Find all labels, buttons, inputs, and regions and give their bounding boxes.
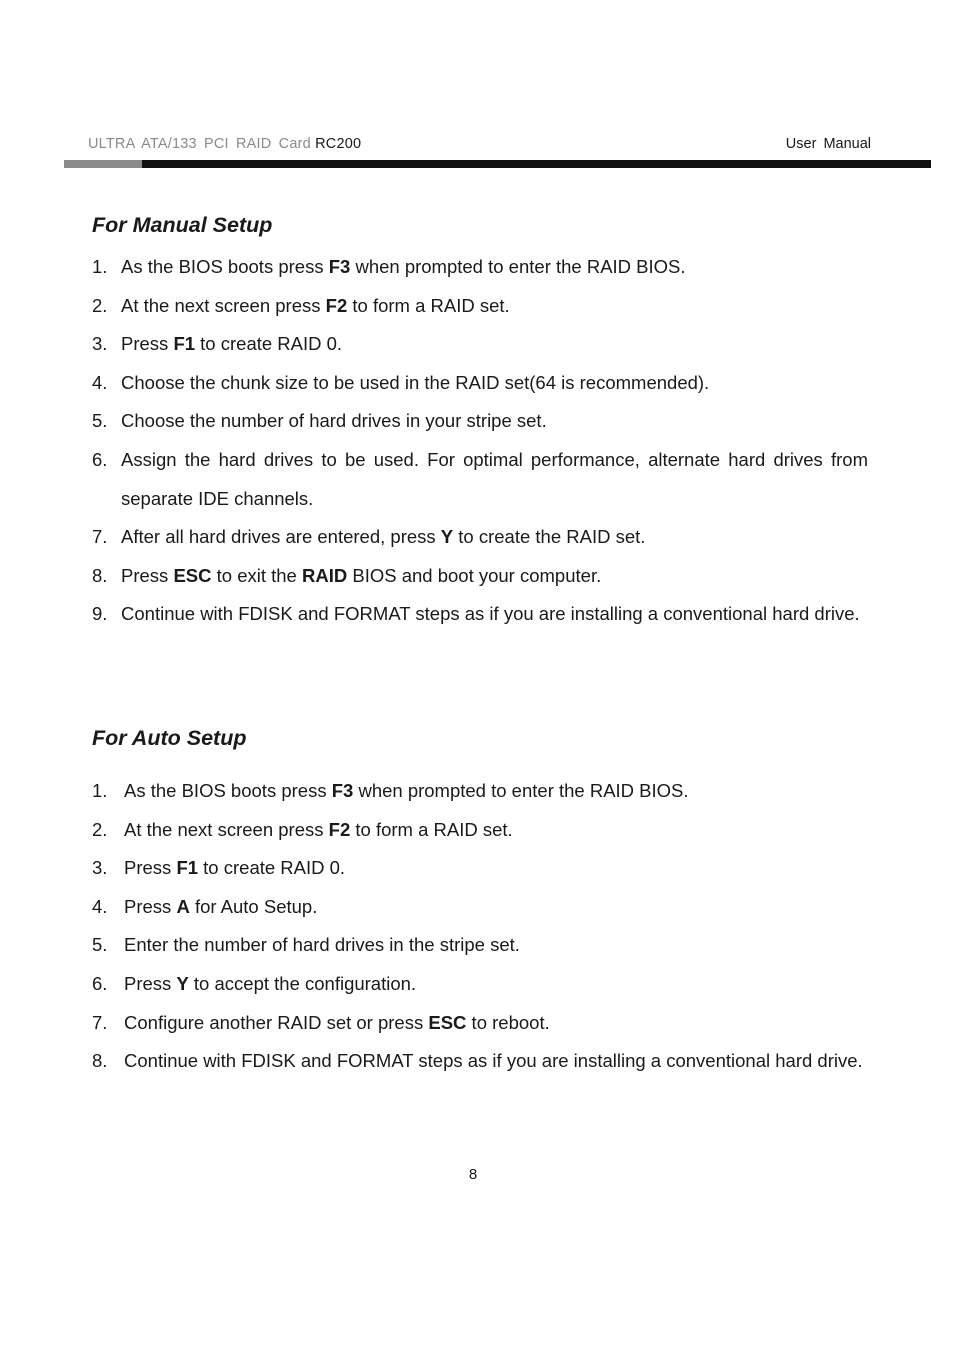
step-text-part: Continue with FDISK and FORMAT steps as if you are installing a conventional hard drive. [121,603,860,625]
step-text-part: to form a RAID set. [350,818,513,840]
key-name: RAID [301,564,348,586]
header-model: RC200 [315,136,362,152]
step-number: 1. [92,780,108,801]
step-number: 4. [92,371,108,393]
step-text [124,1042,868,1081]
step-number: 8. [92,564,108,586]
step-text-part: to reboot. [466,1011,550,1033]
step-text-part: Enter the number of hard drives in the stripe set. [124,934,520,956]
step-number: 7. [92,1011,108,1033]
step-text [124,772,868,811]
list-item [92,287,868,326]
key-name: F1 [173,333,196,355]
step-text-part: At the next screen press [121,294,326,316]
step-text-part: Press [124,857,177,879]
list-item [92,965,868,1004]
step-text [124,1004,868,1043]
list-item [92,325,868,364]
step-text-part: Press [121,333,174,355]
step-text-part: Press [121,564,174,586]
header-rule-grey [64,160,142,168]
step-number: 9. [92,603,108,625]
step-text-part: to create RAID 0. [195,333,343,355]
list-item [92,888,868,927]
list-item [92,1004,868,1043]
key-name: Y [440,526,454,548]
section-title-auto-setup: For Auto Setup [92,726,247,750]
step-text-part: As the BIOS boots press [121,256,329,277]
step-text [124,965,868,1004]
step-number: 2. [92,818,108,840]
step-text [124,926,868,965]
header-rule-black [142,160,931,168]
manual-setup-steps [92,248,868,634]
step-text [121,248,868,287]
list-item [92,441,868,518]
step-text-part: As the BIOS boots press [124,780,332,801]
step-text-part: Configure another RAID set or press [124,1011,429,1033]
step-text-part: Choose the number of hard drives in your stripe set. [121,410,547,432]
key-name: ESC [173,564,212,586]
step-number: 8. [92,1050,108,1072]
auto-setup-steps [92,772,868,1081]
list-item [92,364,868,403]
step-text-part: when prompted to enter the RAID BIOS. [353,780,689,801]
step-number: 2. [92,294,108,316]
step-number: 5. [92,934,108,956]
list-item [92,248,868,287]
step-text-part: BIOS and boot your computer. [347,564,602,586]
list-item [92,518,868,557]
step-text [121,595,868,634]
step-text-part: when prompted to enter the RAID BIOS. [350,256,686,277]
step-text [121,518,868,557]
step-text-part: At the next screen press [124,818,329,840]
step-text-part: After all hard drives are entered, press [121,526,441,548]
section-title-manual-setup: For Manual Setup [92,213,273,237]
step-text-part: Press [124,895,177,917]
step-number: 6. [92,972,108,994]
list-item [92,557,868,596]
step-text [121,557,868,596]
step-number: 7. [92,526,108,548]
step-text [124,849,868,888]
step-text [124,811,868,850]
list-item [92,811,868,850]
step-text-part: to accept the configuration. [188,972,417,994]
running-header-right: User Manual [785,136,871,152]
key-name: F1 [176,857,199,879]
step-text-part: to create RAID 0. [198,857,346,879]
key-name: F2 [325,294,348,316]
running-header-title [88,136,361,152]
step-text-part: Choose the chunk size to be used in the RAID set(64 is recommended). [121,371,710,393]
step-text-part: Assign the hard drives to be used. For optimal performance, alternate hard drives from separate IDE channels. [121,448,868,509]
step-number: 3. [92,857,108,879]
list-item [92,595,868,634]
list-item [92,849,868,888]
key-name: F3 [328,256,351,277]
step-text [124,888,868,927]
step-number: 4. [92,895,108,917]
key-name: A [176,895,190,917]
step-number: 6. [92,448,108,470]
key-name: Y [176,972,189,994]
key-name: F3 [331,780,354,801]
step-text-part: Continue with FDISK and FORMAT steps as if you are installing a conventional hard drive. [124,1050,863,1072]
page-number: 8 [468,1166,478,1183]
step-text-part: to form a RAID set. [347,294,510,316]
step-text-part: to create the RAID set. [453,526,646,548]
list-item [92,926,868,965]
step-text-part: for Auto Setup. [189,895,318,917]
step-text [121,441,868,518]
step-number: 1. [92,256,108,277]
step-number: 3. [92,333,108,355]
step-text [121,402,868,441]
list-item [92,402,868,441]
step-text [121,325,868,364]
step-number: 5. [92,410,108,432]
step-text [121,364,868,403]
list-item [92,772,868,811]
step-text-part: Press [124,972,177,994]
key-name: ESC [428,1011,467,1033]
list-item [92,1042,868,1081]
step-text-part: to exit the [211,564,302,586]
header-product-name: ULTRA ATA/133 PCI RAID Card [88,136,311,152]
step-text [121,287,868,326]
key-name: F2 [328,818,351,840]
